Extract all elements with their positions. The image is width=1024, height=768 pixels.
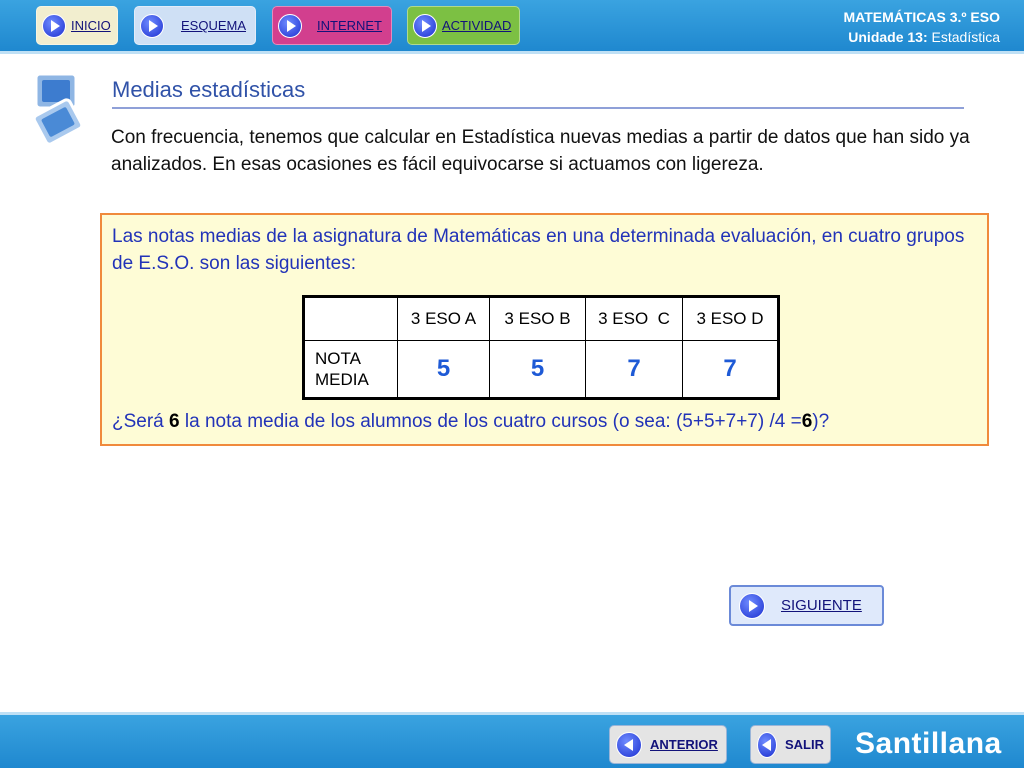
back-arrow-icon [757, 732, 777, 758]
play-icon [140, 14, 164, 38]
siguiente-button[interactable] [729, 585, 884, 626]
actividad-label: ACTIVIDAD [442, 18, 512, 33]
course-name: MATEMÁTICAS 3.º ESO [843, 9, 1000, 25]
pages-icon [30, 72, 86, 146]
grades-table [302, 295, 780, 400]
play-icon [739, 593, 765, 619]
grade-value: 7 [586, 341, 683, 399]
salir-button[interactable] [750, 725, 831, 764]
play-icon [42, 14, 66, 38]
bottom-navigation-bar [0, 712, 1024, 768]
question-text [112, 411, 982, 433]
question-prefix: ¿Será [112, 411, 170, 432]
question-middle: la nota media de los alumnos de los cuatro cursos (o sea: (5+5+7+7) /4 = [179, 411, 802, 432]
course-title [843, 7, 1000, 47]
play-icon [413, 14, 437, 38]
publisher-logo: Santillana [855, 727, 1002, 760]
esquema-label: ESQUEMA [181, 18, 247, 33]
internet-button[interactable] [272, 6, 392, 45]
inicio-label: INICIO [71, 18, 111, 33]
anterior-label: ANTERIOR [650, 737, 718, 752]
page-title: Medias estadísticas [112, 77, 306, 102]
title-divider [112, 107, 964, 109]
anterior-button[interactable] [609, 725, 727, 764]
table-header-cell [304, 297, 398, 341]
grade-value: 5 [398, 341, 490, 399]
question-bold-result: 6 [801, 411, 813, 432]
table-header-cell: 3 ESO A [398, 297, 490, 341]
problem-statement: Las notas medias de la asignatura de Matemáticas en una determinada evaluación, en cuatro grupos de E.S.O. son las siguientes: [112, 226, 965, 274]
esquema-button[interactable] [134, 6, 256, 45]
row-label [304, 341, 398, 399]
grade-value: 5 [490, 341, 586, 399]
intro-paragraph: Con frecuencia, tenemos que calcular en Estadística nuevas medias a partir de datos que han sido ya analizados. En esas ocasiones es fácil equivocarse si actuamos con ligereza. [111, 127, 970, 175]
unit-name: Estadística [931, 29, 1000, 45]
problem-box [100, 213, 989, 446]
siguiente-label: SIGUIENTE [781, 597, 862, 614]
top-navigation-bar [0, 0, 1024, 54]
salir-label: SALIR [785, 737, 824, 752]
inicio-button[interactable] [36, 6, 118, 45]
grade-value: 7 [683, 341, 779, 399]
unit-label: Unidade 13: [848, 29, 928, 45]
table-row [304, 341, 779, 399]
actividad-button[interactable] [407, 6, 520, 45]
play-icon [278, 14, 302, 38]
table-header-cell: 3 ESO D [683, 297, 779, 341]
table-header-row [304, 297, 779, 341]
table-header-cell: 3 ESO B [490, 297, 586, 341]
back-arrow-icon [616, 732, 642, 758]
row-label-line2: MEDIA [315, 370, 369, 389]
row-label-line1: NOTA [315, 349, 361, 368]
question-bold-value: 6 [169, 411, 180, 432]
internet-label: INTERNET [317, 18, 382, 33]
question-suffix: )? [812, 411, 830, 432]
table-header-cell: 3 ESO C [586, 297, 683, 341]
